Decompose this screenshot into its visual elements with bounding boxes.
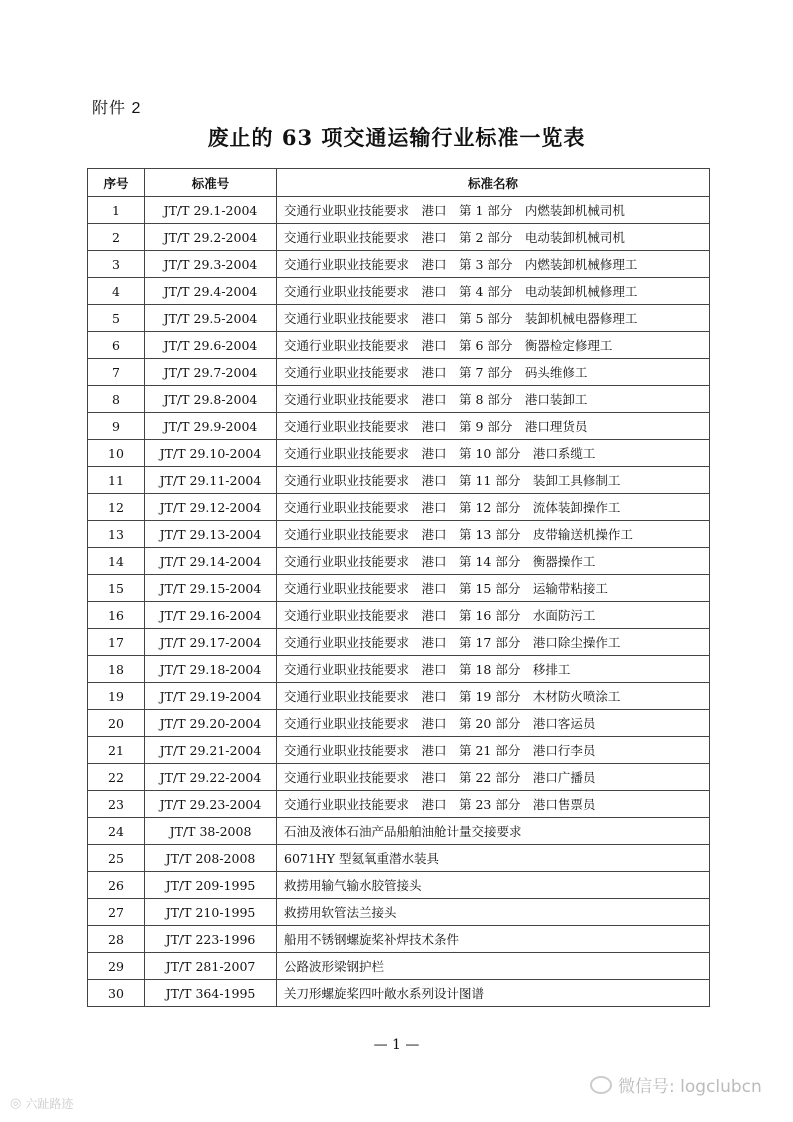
table-row bbox=[88, 602, 710, 629]
cell-code: JT/T 29.14-2004 bbox=[145, 548, 277, 575]
cell-name: 交通行业职业技能要求 港口 第 11 部分 装卸工具修制工 bbox=[277, 467, 710, 494]
cell-name: 交通行业职业技能要求 港口 第 7 部分 码头维修工 bbox=[277, 359, 710, 386]
cell-seq: 20 bbox=[88, 710, 145, 737]
table-row bbox=[88, 710, 710, 737]
table-row bbox=[88, 737, 710, 764]
table-row bbox=[88, 926, 710, 953]
table-row bbox=[88, 575, 710, 602]
cell-name: 交通行业职业技能要求 港口 第 22 部分 港口广播员 bbox=[277, 764, 710, 791]
table-row bbox=[88, 791, 710, 818]
cell-name: 交通行业职业技能要求 港口 第 12 部分 流体装卸操作工 bbox=[277, 494, 710, 521]
cell-seq: 22 bbox=[88, 764, 145, 791]
cell-code: JT/T 29.13-2004 bbox=[145, 521, 277, 548]
cell-seq: 26 bbox=[88, 872, 145, 899]
cell-code: JT/T 29.9-2004 bbox=[145, 413, 277, 440]
cell-code: JT/T 29.7-2004 bbox=[145, 359, 277, 386]
table-row bbox=[88, 467, 710, 494]
cell-code: JT/T 223-1996 bbox=[145, 926, 277, 953]
cell-code: JT/T 29.23-2004 bbox=[145, 791, 277, 818]
cell-code: JT/T 29.2-2004 bbox=[145, 224, 277, 251]
cell-code: JT/T 29.17-2004 bbox=[145, 629, 277, 656]
table-row bbox=[88, 980, 710, 1007]
table-row bbox=[88, 440, 710, 467]
cell-name: 船用不锈钢螺旋桨补焊技术条件 bbox=[277, 926, 710, 953]
cell-seq: 6 bbox=[88, 332, 145, 359]
cell-name: 关刀形螺旋桨四叶敞水系列设计图谱 bbox=[277, 980, 710, 1007]
corner-watermark-text: 六趾路迹 bbox=[25, 1097, 74, 1111]
cell-name: 交通行业职业技能要求 港口 第 9 部分 港口理货员 bbox=[277, 413, 710, 440]
cell-code: JT/T 29.8-2004 bbox=[145, 386, 277, 413]
cell-code: JT/T 29.11-2004 bbox=[145, 467, 277, 494]
table-row bbox=[88, 872, 710, 899]
cell-code: JT/T 29.1-2004 bbox=[145, 197, 277, 224]
cell-seq: 7 bbox=[88, 359, 145, 386]
document-title: 废止的 63 项交通运输行业标准一览表 bbox=[207, 125, 586, 150]
cell-name: 6071HY 型氦氧重潜水装具 bbox=[277, 845, 710, 872]
cell-name: 公路波形梁钢护栏 bbox=[277, 953, 710, 980]
cell-seq: 14 bbox=[88, 548, 145, 575]
cell-seq: 11 bbox=[88, 467, 145, 494]
cell-seq: 25 bbox=[88, 845, 145, 872]
cell-seq: 15 bbox=[88, 575, 145, 602]
table-row bbox=[88, 197, 710, 224]
cell-code: JT/T 29.12-2004 bbox=[145, 494, 277, 521]
cell-name: 交通行业职业技能要求 港口 第 20 部分 港口客运员 bbox=[277, 710, 710, 737]
camera-icon: ◎ bbox=[10, 1096, 22, 1111]
table-header-row bbox=[88, 169, 710, 197]
table-row bbox=[88, 359, 710, 386]
cell-name: 交通行业职业技能要求 港口 第 10 部分 港口系缆工 bbox=[277, 440, 710, 467]
table-row bbox=[88, 845, 710, 872]
table-row bbox=[88, 521, 710, 548]
table-row bbox=[88, 629, 710, 656]
cell-name: 交通行业职业技能要求 港口 第 17 部分 港口除尘操作工 bbox=[277, 629, 710, 656]
cell-code: JT/T 29.6-2004 bbox=[145, 332, 277, 359]
cell-code: JT/T 29.18-2004 bbox=[145, 656, 277, 683]
cell-name: 交通行业职业技能要求 港口 第 14 部分 衡器操作工 bbox=[277, 548, 710, 575]
cell-code: JT/T 29.10-2004 bbox=[145, 440, 277, 467]
table-row bbox=[88, 224, 710, 251]
cell-name: 交通行业职业技能要求 港口 第 6 部分 衡器检定修理工 bbox=[277, 332, 710, 359]
cell-seq: 17 bbox=[88, 629, 145, 656]
cell-code: JT/T 210-1995 bbox=[145, 899, 277, 926]
table-row bbox=[88, 953, 710, 980]
cell-code: JT/T 38-2008 bbox=[145, 818, 277, 845]
cell-name: 交通行业职业技能要求 港口 第 23 部分 港口售票员 bbox=[277, 791, 710, 818]
cell-seq: 3 bbox=[88, 251, 145, 278]
cell-seq: 19 bbox=[88, 683, 145, 710]
cell-seq: 9 bbox=[88, 413, 145, 440]
corner-watermark bbox=[10, 1095, 73, 1112]
cell-seq: 30 bbox=[88, 980, 145, 1007]
cell-code: JT/T 209-1995 bbox=[145, 872, 277, 899]
cell-seq: 8 bbox=[88, 386, 145, 413]
cell-code: JT/T 29.4-2004 bbox=[145, 278, 277, 305]
cell-name: 石油及液体石油产品船舶油舱计量交接要求 bbox=[277, 818, 710, 845]
cell-code: JT/T 364-1995 bbox=[145, 980, 277, 1007]
cell-name: 救捞用输气输水胶管接头 bbox=[277, 872, 710, 899]
cell-name: 交通行业职业技能要求 港口 第 18 部分 移排工 bbox=[277, 656, 710, 683]
table-row bbox=[88, 899, 710, 926]
cell-name: 交通行业职业技能要求 港口 第 3 部分 内燃装卸机械修理工 bbox=[277, 251, 710, 278]
cell-code: JT/T 208-2008 bbox=[145, 845, 277, 872]
header-name: 标准名称 bbox=[277, 169, 710, 197]
cell-seq: 27 bbox=[88, 899, 145, 926]
cell-name: 交通行业职业技能要求 港口 第 5 部分 装卸机械电器修理工 bbox=[277, 305, 710, 332]
table-row bbox=[88, 494, 710, 521]
cell-seq: 24 bbox=[88, 818, 145, 845]
cell-name: 交通行业职业技能要求 港口 第 21 部分 港口行李员 bbox=[277, 737, 710, 764]
cell-code: JT/T 281-2007 bbox=[145, 953, 277, 980]
cell-seq: 5 bbox=[88, 305, 145, 332]
cell-name: 交通行业职业技能要求 港口 第 19 部分 木材防火喷涂工 bbox=[277, 683, 710, 710]
table-row bbox=[88, 332, 710, 359]
cell-code: JT/T 29.21-2004 bbox=[145, 737, 277, 764]
cell-code: JT/T 29.19-2004 bbox=[145, 683, 277, 710]
wechat-icon bbox=[590, 1076, 612, 1094]
cell-name: 交通行业职业技能要求 港口 第 13 部分 皮带输送机操作工 bbox=[277, 521, 710, 548]
cell-seq: 10 bbox=[88, 440, 145, 467]
wechat-watermark bbox=[590, 1072, 762, 1097]
cell-code: JT/T 29.20-2004 bbox=[145, 710, 277, 737]
cell-seq: 29 bbox=[88, 953, 145, 980]
table-row bbox=[88, 764, 710, 791]
cell-name: 交通行业职业技能要求 港口 第 16 部分 水面防污工 bbox=[277, 602, 710, 629]
cell-code: JT/T 29.5-2004 bbox=[145, 305, 277, 332]
cell-code: JT/T 29.16-2004 bbox=[145, 602, 277, 629]
cell-seq: 21 bbox=[88, 737, 145, 764]
table-row bbox=[88, 548, 710, 575]
header-seq: 序号 bbox=[88, 169, 145, 197]
table-row bbox=[88, 278, 710, 305]
table-row bbox=[88, 413, 710, 440]
cell-seq: 16 bbox=[88, 602, 145, 629]
cell-code: JT/T 29.3-2004 bbox=[145, 251, 277, 278]
cell-code: JT/T 29.22-2004 bbox=[145, 764, 277, 791]
cell-seq: 1 bbox=[88, 197, 145, 224]
cell-seq: 12 bbox=[88, 494, 145, 521]
cell-name: 交通行业职业技能要求 港口 第 2 部分 电动装卸机械司机 bbox=[277, 224, 710, 251]
cell-seq: 2 bbox=[88, 224, 145, 251]
table-row bbox=[88, 251, 710, 278]
cell-code: JT/T 29.15-2004 bbox=[145, 575, 277, 602]
cell-name: 交通行业职业技能要求 港口 第 8 部分 港口装卸工 bbox=[277, 386, 710, 413]
cell-seq: 4 bbox=[88, 278, 145, 305]
table-row bbox=[88, 683, 710, 710]
header-code: 标准号 bbox=[145, 169, 277, 197]
cell-name: 救捞用软管法兰接头 bbox=[277, 899, 710, 926]
wechat-id-text: 微信号: logclubcn bbox=[618, 1077, 762, 1097]
table-row bbox=[88, 656, 710, 683]
attachment-label: 附件 2 bbox=[92, 100, 142, 117]
cell-seq: 28 bbox=[88, 926, 145, 953]
cell-seq: 13 bbox=[88, 521, 145, 548]
cell-name: 交通行业职业技能要求 港口 第 4 部分 电动装卸机械修理工 bbox=[277, 278, 710, 305]
table-row bbox=[88, 305, 710, 332]
cell-name: 交通行业职业技能要求 港口 第 1 部分 内燃装卸机械司机 bbox=[277, 197, 710, 224]
table-row bbox=[88, 818, 710, 845]
standards-table bbox=[87, 168, 710, 1007]
cell-name: 交通行业职业技能要求 港口 第 15 部分 运输带粘接工 bbox=[277, 575, 710, 602]
cell-seq: 18 bbox=[88, 656, 145, 683]
cell-seq: 23 bbox=[88, 791, 145, 818]
table-row bbox=[88, 386, 710, 413]
page-number: — 1 — bbox=[373, 1037, 420, 1053]
